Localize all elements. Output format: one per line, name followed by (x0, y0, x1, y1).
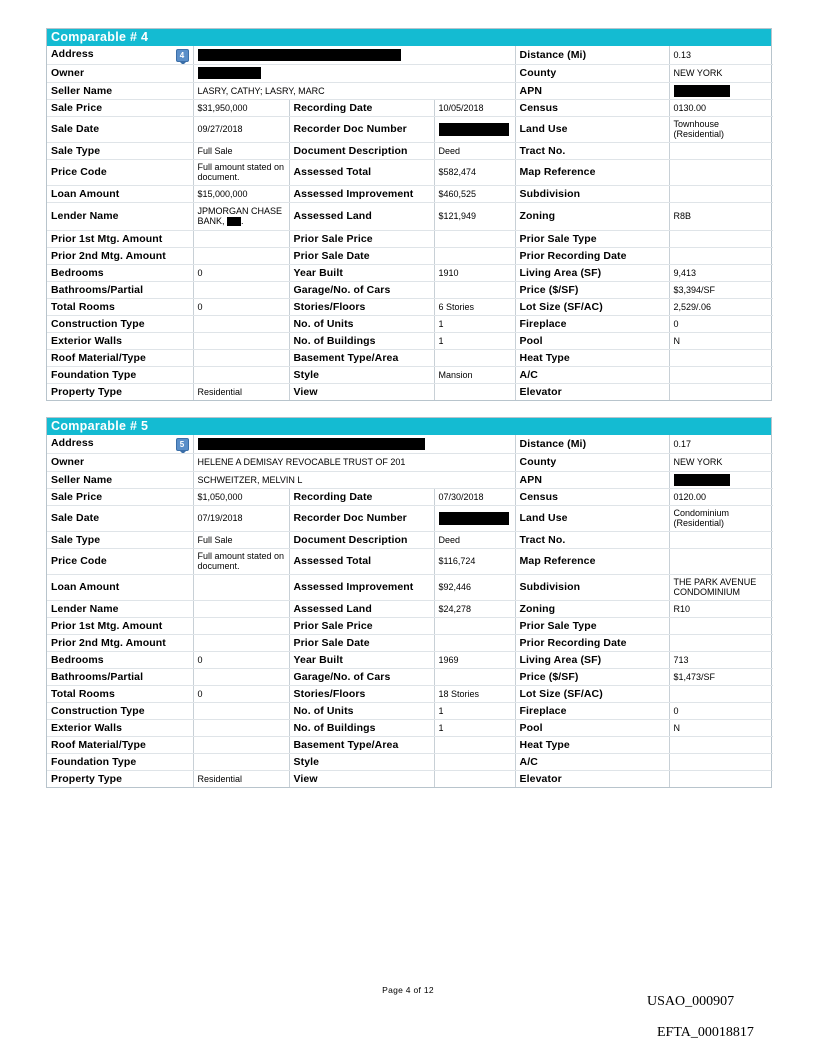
redaction-block (198, 438, 425, 450)
year-built-value: 1910 (434, 264, 515, 281)
label-ac: A/C (515, 753, 669, 770)
label-assessed-total: Assessed Total (289, 548, 434, 574)
label-map-reference: Map Reference (515, 548, 669, 574)
label-roof: Roof Material/Type (47, 349, 193, 366)
label-fireplace: Fireplace (515, 315, 669, 332)
label-bathrooms: Bathrooms/Partial (47, 668, 193, 685)
basement-value (434, 736, 515, 753)
sale-price-value: $31,950,000 (193, 99, 289, 116)
comparable-title: Comparable # 5 (47, 418, 771, 435)
table-row (47, 298, 773, 315)
label-sale-type: Sale Type (47, 531, 193, 548)
label-total-rooms: Total Rooms (47, 685, 193, 702)
prior-recording-date-value (669, 634, 773, 651)
buildings-value: 1 (434, 332, 515, 349)
label-prior-recording-date: Prior Recording Date (515, 634, 669, 651)
table-row (47, 617, 773, 634)
redaction-block (674, 85, 730, 97)
label-prior-sale-price: Prior Sale Price (289, 617, 434, 634)
label-recording-date: Recording Date (289, 488, 434, 505)
garage-value (434, 668, 515, 685)
apn-value (669, 82, 773, 99)
ac-value (669, 366, 773, 383)
map-pin-icon[interactable]: 4 (176, 49, 189, 62)
assessed-improvement-value: $460,525 (434, 185, 515, 202)
label-apn: APN (515, 471, 669, 488)
table-row (47, 142, 773, 159)
style-value (434, 753, 515, 770)
label-style: Style (289, 366, 434, 383)
stories-value: 18 Stories (434, 685, 515, 702)
table-row (47, 230, 773, 247)
total-rooms-value: 0 (193, 298, 289, 315)
label-address: Address 5 (47, 435, 193, 453)
label-living-area: Living Area (SF) (515, 264, 669, 281)
label-year-built: Year Built (289, 651, 434, 668)
table-row (47, 753, 773, 770)
pool-value: N (669, 719, 773, 736)
label-heat-type: Heat Type (515, 349, 669, 366)
label-address: Address 4 (47, 46, 193, 64)
sale-date-value: 07/19/2018 (193, 505, 289, 531)
label-property-type: Property Type (47, 383, 193, 400)
label-living-area: Living Area (SF) (515, 651, 669, 668)
address-value (193, 46, 515, 64)
redaction-block (227, 217, 241, 226)
label-prior-2nd-mtg: Prior 2nd Mtg. Amount (47, 634, 193, 651)
label-prior-sale-price: Prior Sale Price (289, 230, 434, 247)
table-row (47, 453, 773, 471)
label-buildings: No. of Buildings (289, 719, 434, 736)
label-seller-name: Seller Name (47, 471, 193, 488)
comparable-title: Comparable # 4 (47, 29, 771, 46)
buildings-value: 1 (434, 719, 515, 736)
bathrooms-value (193, 668, 289, 685)
land-use-value: Condominium (Residential) (669, 505, 773, 531)
label-basement: Basement Type/Area (289, 736, 434, 753)
owner-value (193, 64, 515, 82)
distance-value: 0.17 (669, 435, 773, 453)
property-type-value: Residential (193, 770, 289, 787)
map-reference-value (669, 159, 773, 185)
price-per-sf-value: $3,394/SF (669, 281, 773, 298)
table-row (47, 202, 773, 230)
total-rooms-value: 0 (193, 685, 289, 702)
table-row (47, 99, 773, 116)
county-value: NEW YORK (669, 453, 773, 471)
label-census: Census (515, 99, 669, 116)
comparable-5-section (46, 417, 772, 788)
label-property-type: Property Type (47, 770, 193, 787)
census-value: 0130.00 (669, 99, 773, 116)
label-assessed-land: Assessed Land (289, 202, 434, 230)
label-subdivision: Subdivision (515, 185, 669, 202)
label-style: Style (289, 753, 434, 770)
table-row (47, 668, 773, 685)
prior-recording-date-value (669, 247, 773, 264)
roof-value (193, 349, 289, 366)
label-recorder-doc-number: Recorder Doc Number (289, 116, 434, 142)
label-view: View (289, 383, 434, 400)
fireplace-value: 0 (669, 315, 773, 332)
label-sale-date: Sale Date (47, 505, 193, 531)
label-prior-1st-mtg: Prior 1st Mtg. Amount (47, 617, 193, 634)
assessed-total-value: $582,474 (434, 159, 515, 185)
label-owner: Owner (47, 64, 193, 82)
label-price-per-sf: Price ($/SF) (515, 668, 669, 685)
label-garage: Garage/No. of Cars (289, 668, 434, 685)
label-prior-sale-date: Prior Sale Date (289, 634, 434, 651)
bates-number-efta: EFTA_00018817 (657, 1025, 754, 1040)
table-row (47, 471, 773, 488)
lender-name-value (193, 600, 289, 617)
label-year-built: Year Built (289, 264, 434, 281)
label-prior-sale-type: Prior Sale Type (515, 230, 669, 247)
label-owner: Owner (47, 453, 193, 471)
elevator-value (669, 383, 773, 400)
garage-value (434, 281, 515, 298)
map-pin-icon[interactable]: 5 (176, 438, 189, 451)
label-document-description: Document Description (289, 531, 434, 548)
label-bathrooms: Bathrooms/Partial (47, 281, 193, 298)
prior-2nd-mtg-value (193, 634, 289, 651)
table-row (47, 531, 773, 548)
table-row (47, 505, 773, 531)
recorder-doc-number-value (434, 505, 515, 531)
address-value (193, 435, 515, 453)
label-heat-type: Heat Type (515, 736, 669, 753)
property-type-value: Residential (193, 383, 289, 400)
living-area-value: 9,413 (669, 264, 773, 281)
label-prior-sale-type: Prior Sale Type (515, 617, 669, 634)
construction-type-value (193, 702, 289, 719)
document-description-value: Deed (434, 531, 515, 548)
basement-value (434, 349, 515, 366)
assessed-land-value: $24,278 (434, 600, 515, 617)
label-buildings: No. of Buildings (289, 332, 434, 349)
redaction-block (198, 49, 401, 61)
label-price-code: Price Code (47, 548, 193, 574)
table-row (47, 116, 773, 142)
table-row (47, 770, 773, 787)
ac-value (669, 753, 773, 770)
tract-no-value (669, 142, 773, 159)
pool-value: N (669, 332, 773, 349)
label-bedrooms: Bedrooms (47, 651, 193, 668)
exterior-walls-value (193, 719, 289, 736)
units-value: 1 (434, 315, 515, 332)
prior-1st-mtg-value (193, 617, 289, 634)
living-area-value: 713 (669, 651, 773, 668)
label-sale-type: Sale Type (47, 142, 193, 159)
bates-number-usao: USAO_000907 (647, 994, 735, 1009)
label-distance: Distance (Mi) (515, 435, 669, 453)
table-row (47, 82, 773, 99)
stories-value: 6 Stories (434, 298, 515, 315)
label-loan-amount: Loan Amount (47, 574, 193, 600)
table-row (47, 383, 773, 400)
units-value: 1 (434, 702, 515, 719)
label-prior-recording-date: Prior Recording Date (515, 247, 669, 264)
prior-sale-price-value (434, 230, 515, 247)
foundation-value (193, 753, 289, 770)
label-assessed-total: Assessed Total (289, 159, 434, 185)
price-code-value: Full amount stated on document. (193, 159, 289, 185)
label-recording-date: Recording Date (289, 99, 434, 116)
label-lender-name: Lender Name (47, 600, 193, 617)
construction-type-value (193, 315, 289, 332)
label-total-rooms: Total Rooms (47, 298, 193, 315)
label-county: County (515, 64, 669, 82)
apn-value (669, 471, 773, 488)
year-built-value: 1969 (434, 651, 515, 668)
loan-amount-value: $15,000,000 (193, 185, 289, 202)
comparable-table (47, 435, 773, 787)
table-row (47, 488, 773, 505)
heat-type-value (669, 349, 773, 366)
prior-sale-date-value (434, 247, 515, 264)
label-lot-size: Lot Size (SF/AC) (515, 685, 669, 702)
label-exterior-walls: Exterior Walls (47, 719, 193, 736)
label-foundation: Foundation Type (47, 753, 193, 770)
redaction-block (439, 123, 509, 136)
label-assessed-improvement: Assessed Improvement (289, 574, 434, 600)
table-row (47, 634, 773, 651)
zoning-value: R10 (669, 600, 773, 617)
label-subdivision: Subdivision (515, 574, 669, 600)
label-garage: Garage/No. of Cars (289, 281, 434, 298)
label-county: County (515, 453, 669, 471)
prior-1st-mtg-value (193, 230, 289, 247)
label-sale-price: Sale Price (47, 99, 193, 116)
bedrooms-value: 0 (193, 264, 289, 281)
seller-name-value: LASRY, CATHY; LASRY, MARC (193, 82, 515, 99)
label-construction-type: Construction Type (47, 702, 193, 719)
bathrooms-value (193, 281, 289, 298)
tract-no-value (669, 531, 773, 548)
label-elevator: Elevator (515, 383, 669, 400)
owner-value: HELENE A DEMISAY REVOCABLE TRUST OF 201 (193, 453, 515, 471)
table-row (47, 366, 773, 383)
roof-value (193, 736, 289, 753)
table-row (47, 719, 773, 736)
assessed-land-value: $121,949 (434, 202, 515, 230)
table-row (47, 264, 773, 281)
zoning-value: R8B (669, 202, 773, 230)
recorder-doc-number-value (434, 116, 515, 142)
sale-date-value: 09/27/2018 (193, 116, 289, 142)
price-per-sf-value: $1,473/SF (669, 668, 773, 685)
label-apn: APN (515, 82, 669, 99)
label-sale-date: Sale Date (47, 116, 193, 142)
prior-2nd-mtg-value (193, 247, 289, 264)
label-units: No. of Units (289, 315, 434, 332)
label-pool: Pool (515, 332, 669, 349)
comparable-4-section (46, 28, 772, 401)
table-row (47, 651, 773, 668)
label-lender-name: Lender Name (47, 202, 193, 230)
table-row (47, 702, 773, 719)
sale-price-value: $1,050,000 (193, 488, 289, 505)
label-assessed-improvement: Assessed Improvement (289, 185, 434, 202)
sale-type-value: Full Sale (193, 142, 289, 159)
table-row (47, 548, 773, 574)
label-lot-size: Lot Size (SF/AC) (515, 298, 669, 315)
label-tract-no: Tract No. (515, 531, 669, 548)
table-row (47, 600, 773, 617)
heat-type-value (669, 736, 773, 753)
exterior-walls-value (193, 332, 289, 349)
table-row (47, 349, 773, 366)
sale-type-value: Full Sale (193, 531, 289, 548)
lender-name-value: JPMORGAN CHASE BANK, . (193, 202, 289, 230)
label-fireplace: Fireplace (515, 702, 669, 719)
label-construction-type: Construction Type (47, 315, 193, 332)
label-land-use: Land Use (515, 116, 669, 142)
assessed-total-value: $116,724 (434, 548, 515, 574)
label-elevator: Elevator (515, 770, 669, 787)
lot-size-value: 2,529/.06 (669, 298, 773, 315)
label-prior-sale-date: Prior Sale Date (289, 247, 434, 264)
lot-size-value (669, 685, 773, 702)
label-stories: Stories/Floors (289, 685, 434, 702)
label-units: No. of Units (289, 702, 434, 719)
label-basement: Basement Type/Area (289, 349, 434, 366)
assessed-improvement-value: $92,446 (434, 574, 515, 600)
label-seller-name: Seller Name (47, 82, 193, 99)
table-row (47, 685, 773, 702)
table-row (47, 159, 773, 185)
label-prior-1st-mtg: Prior 1st Mtg. Amount (47, 230, 193, 247)
label-document-description: Document Description (289, 142, 434, 159)
table-row (47, 736, 773, 753)
redaction-block (674, 474, 730, 486)
table-row (47, 332, 773, 349)
label-prior-2nd-mtg: Prior 2nd Mtg. Amount (47, 247, 193, 264)
label-zoning: Zoning (515, 600, 669, 617)
recording-date-value: 10/05/2018 (434, 99, 515, 116)
label-zoning: Zoning (515, 202, 669, 230)
table-row (47, 315, 773, 332)
loan-amount-value (193, 574, 289, 600)
price-code-value: Full amount stated on document. (193, 548, 289, 574)
label-ac: A/C (515, 366, 669, 383)
redaction-block (439, 512, 509, 525)
census-value: 0120.00 (669, 488, 773, 505)
table-row (47, 574, 773, 600)
table-row (47, 281, 773, 298)
label-census: Census (515, 488, 669, 505)
label-price-code: Price Code (47, 159, 193, 185)
label-sale-price: Sale Price (47, 488, 193, 505)
prior-sale-date-value (434, 634, 515, 651)
elevator-value (669, 770, 773, 787)
view-value (434, 770, 515, 787)
label-land-use: Land Use (515, 505, 669, 531)
label-tract-no: Tract No. (515, 142, 669, 159)
subdivision-value (669, 185, 773, 202)
map-reference-value (669, 548, 773, 574)
recording-date-value: 07/30/2018 (434, 488, 515, 505)
label-loan-amount: Loan Amount (47, 185, 193, 202)
label-price-per-sf: Price ($/SF) (515, 281, 669, 298)
bedrooms-value: 0 (193, 651, 289, 668)
comparable-table (47, 46, 773, 400)
county-value: NEW YORK (669, 64, 773, 82)
label-view: View (289, 770, 434, 787)
label-recorder-doc-number: Recorder Doc Number (289, 505, 434, 531)
fireplace-value: 0 (669, 702, 773, 719)
prior-sale-type-value (669, 617, 773, 634)
label-foundation: Foundation Type (47, 366, 193, 383)
table-row (47, 435, 773, 453)
prior-sale-price-value (434, 617, 515, 634)
label-exterior-walls: Exterior Walls (47, 332, 193, 349)
redaction-block (198, 67, 261, 79)
style-value: Mansion (434, 366, 515, 383)
label-stories: Stories/Floors (289, 298, 434, 315)
table-row (47, 247, 773, 264)
label-assessed-land: Assessed Land (289, 600, 434, 617)
document-description-value: Deed (434, 142, 515, 159)
table-row (47, 64, 773, 82)
page-number: Page 4 of 12 (382, 985, 434, 995)
label-roof: Roof Material/Type (47, 736, 193, 753)
foundation-value (193, 366, 289, 383)
label-map-reference: Map Reference (515, 159, 669, 185)
label-bedrooms: Bedrooms (47, 264, 193, 281)
prior-sale-type-value (669, 230, 773, 247)
table-row (47, 185, 773, 202)
label-pool: Pool (515, 719, 669, 736)
distance-value: 0.13 (669, 46, 773, 64)
land-use-value: Townhouse (Residential) (669, 116, 773, 142)
label-distance: Distance (Mi) (515, 46, 669, 64)
subdivision-value: THE PARK AVENUE CONDOMINIUM (669, 574, 773, 600)
view-value (434, 383, 515, 400)
seller-name-value: SCHWEITZER, MELVIN L (193, 471, 515, 488)
table-row (47, 46, 773, 64)
